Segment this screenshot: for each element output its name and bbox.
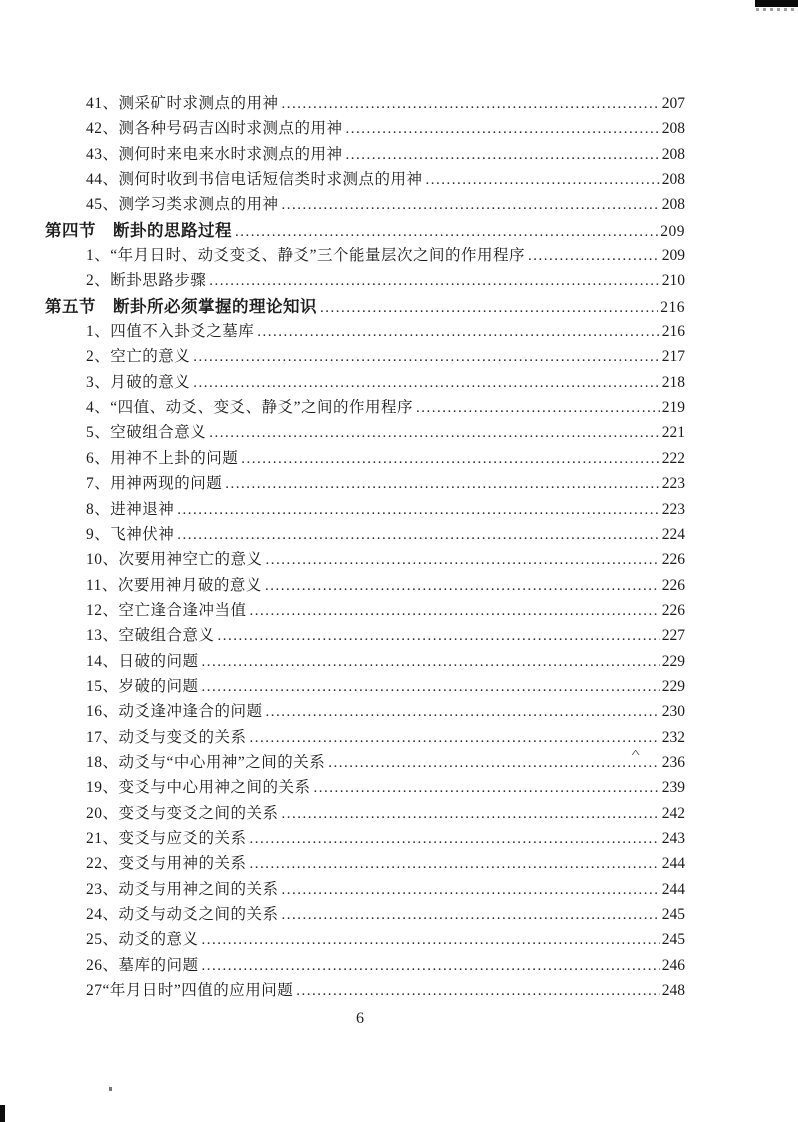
- entry-label: 2、断卦思路步骤: [86, 272, 207, 290]
- dot-leader: [282, 902, 660, 928]
- entry-label: 21、变爻与应爻的关系: [86, 829, 247, 847]
- toc-entry: [45, 420, 685, 445]
- entry-label: 16、动爻逢冲逢合的问题: [86, 703, 263, 721]
- entry-page-number: 208: [661, 145, 685, 163]
- toc-entry: [45, 167, 685, 192]
- entry-label: 第四节 断卦的思路过程: [45, 220, 232, 240]
- dot-leader: [282, 91, 660, 117]
- toc-entry: [45, 142, 685, 167]
- entry-page-number: 217: [661, 348, 685, 366]
- toc-entry: [45, 877, 685, 902]
- toc-section-header: [45, 218, 685, 243]
- toc-entry: [45, 927, 685, 952]
- toc-entry: [45, 775, 685, 800]
- dot-leader: [282, 192, 660, 218]
- entry-label: 12、空亡逢合逢冲当值: [86, 601, 247, 619]
- dot-leader: [235, 218, 658, 245]
- dot-leader: [202, 649, 660, 675]
- toc-entry: [45, 902, 685, 927]
- scan-artifact-bottom-left-bar: [0, 1105, 5, 1122]
- entry-label: 2、空亡的意义: [86, 348, 191, 366]
- toc-entry: [45, 471, 685, 496]
- toc-entry: [45, 801, 685, 826]
- entry-label: 4、“四值、动爻、变爻、静爻”之间的作用程序: [86, 399, 414, 417]
- entry-page-number: 224: [661, 525, 685, 543]
- entry-label: 1、四值不入卦爻之墓库: [86, 323, 255, 341]
- entry-label: 42、测各种号码吉凶时求测点的用神: [86, 120, 343, 138]
- entry-page-number: 221: [661, 424, 685, 442]
- entry-label: 8、进神退神: [86, 500, 175, 518]
- dot-leader: [426, 167, 660, 193]
- toc-section-header: [45, 294, 685, 319]
- entry-label: 1、“年月日时、动爻变爻、静爻”三个能量层次之间的作用程序: [86, 247, 526, 265]
- entry-label: 26、墓库的问题: [86, 956, 199, 974]
- dot-leader: [202, 953, 660, 979]
- dot-leader: [202, 927, 660, 953]
- toc-entry: [45, 116, 685, 141]
- entry-page-number: 244: [661, 855, 685, 873]
- dot-leader: [209, 268, 659, 294]
- entry-label: 15、岁破的问题: [86, 677, 199, 695]
- entry-label: 22、变爻与用神的关系: [86, 855, 247, 873]
- entry-page-number: 218: [661, 373, 685, 391]
- toc-entry: [45, 674, 685, 699]
- toc-entry: [45, 370, 685, 395]
- entry-page-number: 216: [660, 298, 685, 316]
- entry-page-number: 236: [661, 753, 685, 771]
- entry-label: 14、日破的问题: [86, 652, 199, 670]
- toc-entry: [45, 547, 685, 572]
- entry-page-number: 243: [661, 829, 685, 847]
- entry-label: 41、测采矿时求测点的用神: [86, 95, 279, 112]
- entry-page-number: 208: [661, 120, 685, 138]
- dot-leader: [265, 573, 660, 599]
- entry-label: 9、飞神伏神: [86, 525, 175, 543]
- scan-artifact-caret: ^: [631, 748, 640, 760]
- entry-label: 3、月破的意义: [86, 373, 191, 391]
- entry-label: 18、动爻与“中心用神”之间的关系: [86, 753, 326, 771]
- entry-label: 7、用神两现的问题: [86, 475, 223, 493]
- page-number: 6: [356, 1010, 364, 1027]
- entry-page-number: 222: [661, 449, 685, 467]
- toc-entry: [45, 497, 685, 522]
- entry-label: 10、次要用神空亡的意义: [86, 551, 263, 569]
- toc-entry: [45, 978, 685, 1003]
- dot-leader: [209, 420, 659, 446]
- dot-leader: [296, 978, 659, 1004]
- scan-artifact-dot: [109, 1087, 112, 1091]
- entry-page-number: 248: [661, 982, 685, 1000]
- entry-page-number: 216: [661, 323, 685, 341]
- entry-page-number: 208: [661, 196, 685, 214]
- toc-entry: [45, 319, 685, 344]
- entry-page-number: 210: [661, 272, 685, 290]
- dot-leader: [177, 497, 659, 523]
- dot-leader: [282, 801, 660, 827]
- dot-leader: [416, 395, 660, 421]
- entry-page-number: 230: [661, 703, 685, 721]
- toc-entry: [45, 851, 685, 876]
- entry-page-number: 229: [661, 677, 685, 695]
- scan-artifact-top-right-speckle: [756, 8, 796, 11]
- entry-page-number: 209: [660, 222, 685, 240]
- entry-page-number: 219: [661, 399, 685, 417]
- dot-leader: [250, 851, 660, 877]
- table-of-contents: [45, 91, 685, 1003]
- entry-page-number: 229: [661, 652, 685, 670]
- toc-entry: [45, 598, 685, 623]
- toc-entry: [45, 395, 685, 420]
- entry-label: 43、测何时来电来水时求测点的用神: [86, 145, 343, 163]
- entry-label: 19、变爻与中心用神之间的关系: [86, 779, 311, 797]
- dot-leader: [266, 699, 660, 725]
- toc-entry: [45, 649, 685, 674]
- dot-leader: [320, 294, 658, 321]
- entry-page-number: 226: [661, 576, 685, 594]
- dot-leader: [193, 344, 659, 370]
- toc-entry: [45, 573, 685, 598]
- toc-entry: [45, 268, 685, 293]
- dot-leader: [250, 725, 660, 751]
- dot-leader: [346, 142, 660, 168]
- dot-leader: [257, 319, 659, 345]
- toc-entry: [45, 522, 685, 547]
- entry-page-number: 242: [661, 804, 685, 822]
- entry-label: 23、动爻与用神之间的关系: [86, 880, 279, 898]
- dot-leader: [314, 775, 660, 801]
- entry-label: 27“年月日时”四值的应用问题: [86, 982, 294, 1000]
- entry-label: 45、测学习类求测点的用神: [86, 196, 279, 214]
- entry-page-number: 246: [661, 956, 685, 974]
- dot-leader: [528, 243, 660, 269]
- entry-page-number: 223: [661, 500, 685, 518]
- toc-entry: [45, 91, 685, 116]
- toc-entry: [45, 750, 685, 775]
- toc-entry: [45, 725, 685, 750]
- entry-page-number: 226: [661, 601, 685, 619]
- dot-leader: [241, 446, 659, 472]
- entry-page-number: 232: [661, 728, 685, 746]
- dot-leader: [250, 598, 660, 624]
- entry-label: 17、动爻与变爻的关系: [86, 728, 247, 746]
- entry-page-number: 223: [661, 475, 685, 493]
- toc-entry: [45, 243, 685, 268]
- dot-leader: [250, 826, 660, 852]
- toc-entry: [45, 699, 685, 724]
- toc-entry: [45, 826, 685, 851]
- entry-label: 5、空破组合意义: [86, 424, 207, 442]
- entry-page-number: 244: [661, 880, 685, 898]
- dot-leader: [177, 522, 659, 548]
- entry-label: 第五节 断卦所必须掌握的理论知识: [45, 296, 317, 316]
- entry-page-number: 245: [661, 931, 685, 949]
- dot-leader: [202, 674, 660, 700]
- entry-label: 44、测何时收到书信电话短信类时求测点的用神: [86, 171, 423, 189]
- entry-page-number: 207: [661, 95, 685, 112]
- entry-page-number: 245: [661, 906, 685, 923]
- scan-artifact-top-right-bar: [755, 0, 798, 7]
- dot-leader: [346, 116, 660, 142]
- entry-page-number: 227: [661, 627, 685, 645]
- toc-entry: [45, 192, 685, 217]
- dot-leader: [328, 750, 659, 776]
- entry-page-number: 208: [661, 171, 685, 189]
- entry-label: 13、空破组合意义: [86, 627, 215, 645]
- toc-entry: [45, 953, 685, 978]
- entry-label: 24、动爻与动爻之间的关系: [86, 906, 279, 923]
- toc-entry: [45, 446, 685, 471]
- entry-label: 20、变爻与变爻之间的关系: [86, 804, 279, 822]
- entry-page-number: 239: [661, 779, 685, 797]
- dot-leader: [218, 623, 660, 649]
- entry-label: 6、用神不上卦的问题: [86, 449, 239, 467]
- toc-entry: [45, 623, 685, 648]
- dot-leader: [266, 547, 660, 573]
- entry-page-number: 209: [661, 247, 685, 265]
- dot-leader: [225, 471, 659, 497]
- entry-label: 11、次要用神月破的意义: [86, 576, 262, 594]
- dot-leader: [282, 877, 660, 903]
- dot-leader: [193, 370, 659, 396]
- toc-entry: [45, 344, 685, 369]
- entry-label: 25、动爻的意义: [86, 931, 199, 949]
- entry-page-number: 226: [661, 551, 685, 569]
